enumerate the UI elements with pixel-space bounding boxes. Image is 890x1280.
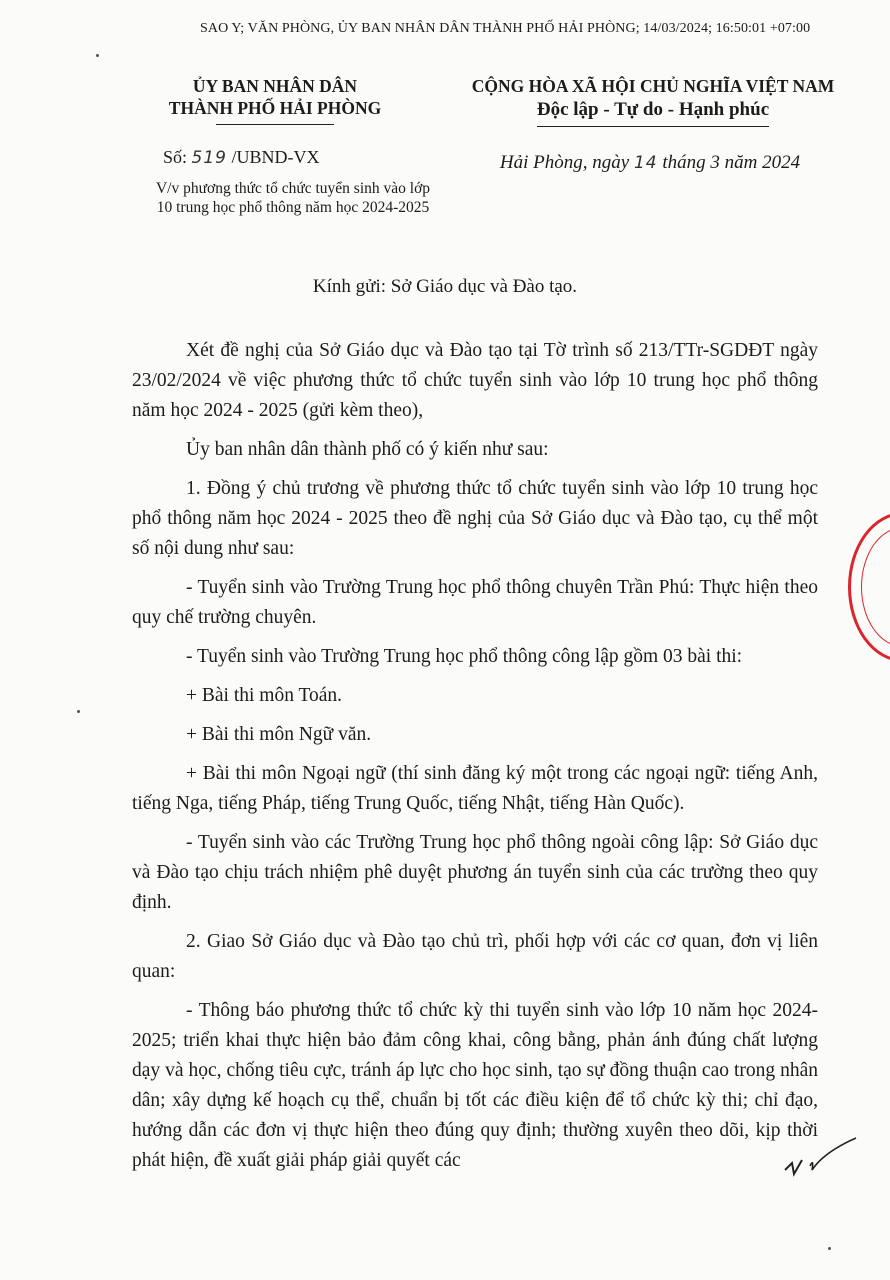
body-paragraph: - Tuyển sinh vào Trường Trung học phổ thông chuyên Trần Phú: Thực hiện theo quy chế trường chuyên. <box>132 577 818 628</box>
agency-name-line1: ỦY BAN NHÂN DÂN <box>192 76 358 96</box>
body-paragraph: - Tuyển sinh vào các Trường Trung học phổ thông ngoài công lập: Sở Giáo dục và Đào tạo chịu trách nhiệm phê duyệt phương án tuyển sinh của các trường theo quy định. <box>132 832 818 913</box>
handwritten-day: 14 <box>633 153 658 173</box>
motto: Độc lập - Tự do - Hạnh phúc <box>537 97 769 127</box>
initial-signature-mark <box>780 1130 860 1185</box>
body-paragraph: Xét đề nghị của Sở Giáo dục và Đào tạo tại Tờ trình số 213/TTr-SGDĐT ngày 23/02/2024 về việc phương thức tổ chức tuyển sinh vào lớp 10 trung học phổ thông năm học 2024 - 2025 (gửi kèm theo), <box>132 340 818 421</box>
body-paragraph: 1. Đồng ý chủ trương về phương thức tổ chức tuyển sinh vào lớp 10 trung học phổ thông năm học 2024 - 2025 theo đề nghị của Sở Giáo dục và Đào tạo, cụ thể một số nội dung như sau: <box>132 478 818 559</box>
number-suffix: /UBND-VX <box>231 147 320 167</box>
scan-speck <box>77 710 80 713</box>
recipient-line: Kính gửi: Sở Giáo dục và Đào tạo. <box>312 276 578 297</box>
agency-name-line2: THÀNH PHỐ HẢI PHÒNG <box>168 98 382 118</box>
scan-speck <box>828 1247 831 1250</box>
certified-copy-line: SAO Y; VĂN PHÒNG, ỦY BAN NHÂN DÂN THÀNH PHỐ HẢI PHÒNG; 14/03/2024; 16:50:01 +07:00 <box>200 21 811 36</box>
issuing-agency-block <box>110 75 440 125</box>
document-date <box>460 152 840 174</box>
agency-underline <box>216 124 334 125</box>
scan-speck <box>96 54 99 57</box>
red-seal-stamp <box>848 512 890 662</box>
body-paragraph: + Bài thi môn Ngoại ngữ (thí sinh đăng ký một trong các ngoại ngữ: tiếng Anh, tiếng Nga, tiếng Pháp, tiếng Trung Quốc, tiếng Nhật, tiếng Hàn Quốc). <box>132 763 818 814</box>
document-subject: V/v phương thức tổ chức tuyển sinh vào lớp 10 trung học phổ thông năm học 2024-2025 <box>155 180 431 216</box>
number-prefix: Số: <box>163 147 188 167</box>
handwritten-number: 519 <box>191 148 227 168</box>
date-prefix: Hải Phòng, ngày <box>499 152 630 173</box>
body-paragraph: + Bài thi môn Ngữ văn. <box>186 724 372 745</box>
body-paragraph: - Thông báo phương thức tổ chức kỳ thi tuyển sinh vào lớp 10 năm học 2024-2025; triển khai thực hiện bảo đảm công khai, công bằng, phản ánh đúng chất lượng dạy và học, chống tiêu cực, tránh áp lực cho học sinh, tạo sự đồng thuận cao trong nhân dân; xây dựng kế hoạch cụ thể, chuẩn bị tốt các điều kiện để tổ chức kỳ thi; chỉ đạo, hướng dẫn các đơn vị thực hiện theo đúng quy định; thường xuyên theo dõi, kịp thời phát hiện, đề xuất giải pháp giải quyết các <box>132 1000 818 1171</box>
document-number <box>163 147 319 168</box>
body-paragraph: 2. Giao Sở Giáo dục và Đào tạo chủ trì, phối hợp với các cơ quan, đơn vị liên quan: <box>132 931 818 982</box>
document-body <box>132 336 818 1185</box>
body-paragraph: Ủy ban nhân dân thành phố có ý kiến như sau: <box>186 439 549 460</box>
national-title-block <box>418 75 888 127</box>
body-paragraph: + Bài thi môn Toán. <box>186 685 343 706</box>
date-suffix: tháng 3 năm 2024 <box>662 152 801 173</box>
nation-title: CỘNG HÒA XÃ HỘI CHỦ NGHĨA VIỆT NAM <box>471 76 835 96</box>
body-paragraph: - Tuyển sinh vào Trường Trung học phổ thông công lập gồm 03 bài thi: <box>186 646 743 667</box>
